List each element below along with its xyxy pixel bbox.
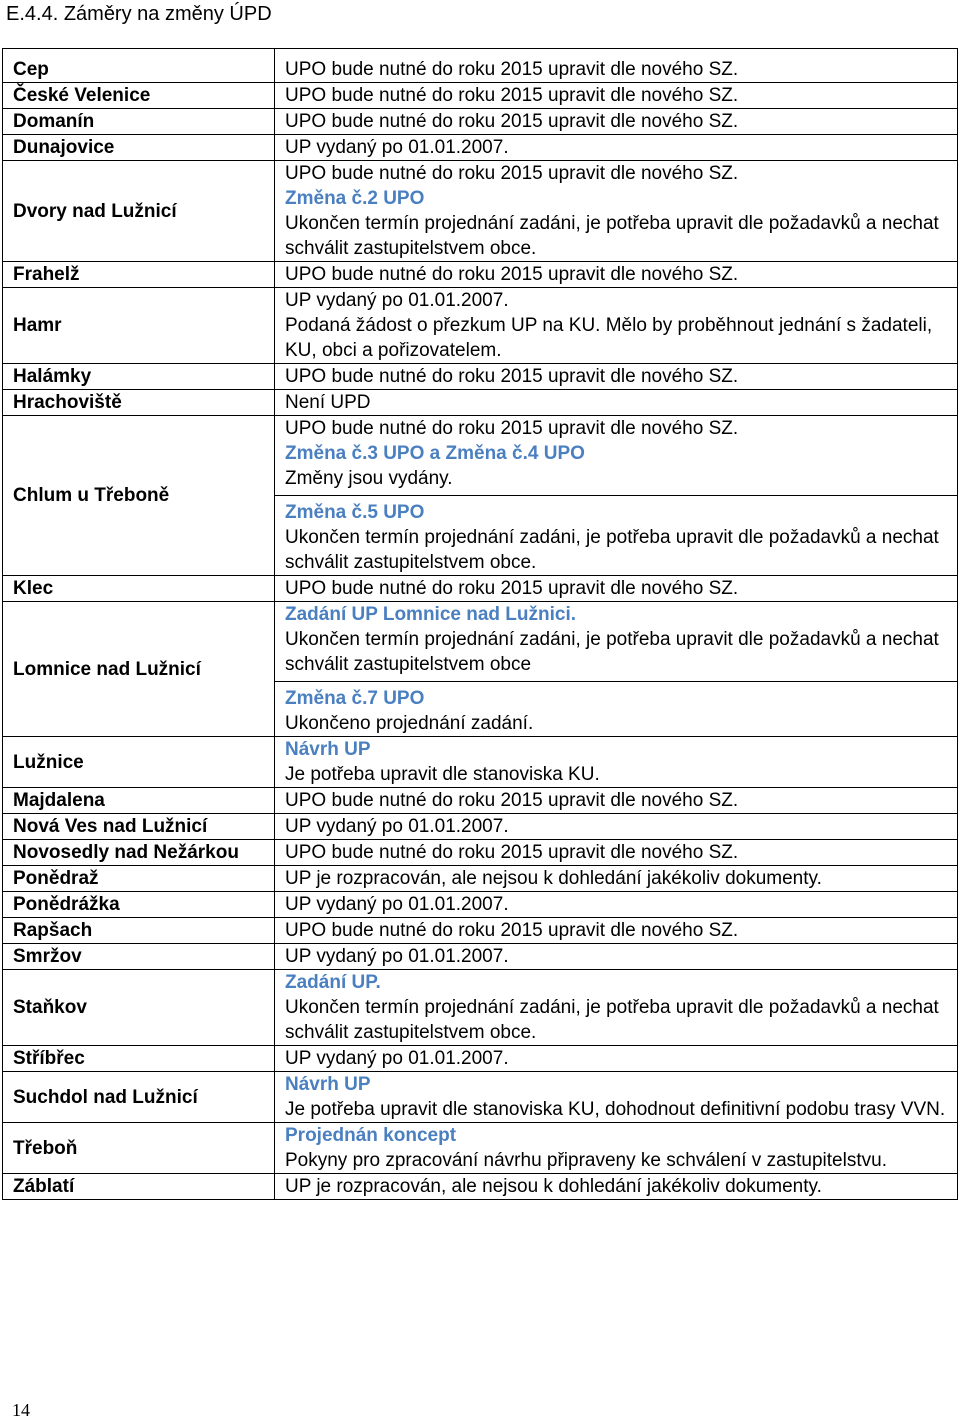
status-text: UPO bude nutné do roku 2015 upravit dle nového SZ. [285, 418, 739, 439]
municipality-name: Novosedly nad Nežárkou [3, 840, 275, 866]
status-text: UPO bude nutné do roku 2015 upravit dle nového SZ. [285, 842, 739, 863]
table-row [3, 1046, 958, 1072]
plan-status [275, 161, 958, 262]
table-row [3, 109, 958, 135]
plan-status [275, 288, 958, 364]
status-text: UP vydaný po 01.01.2007. [285, 894, 509, 915]
plan-status [275, 49, 958, 83]
municipality-name: Lomnice nad Lužnicí [3, 602, 275, 737]
table-row [3, 1174, 958, 1200]
table-row [3, 918, 958, 944]
plan-status [275, 1123, 958, 1174]
municipality-name: Ponědrážka [3, 892, 275, 918]
plan-status [275, 364, 958, 390]
status-text: Není UPD [285, 392, 371, 413]
upd-table [2, 48, 958, 1200]
plan-status [275, 416, 958, 576]
status-text: Ukončen termín projednání zadáni, je potřeba upravit dle požadavků a nechat schválit zastupitelstvem obce. [285, 997, 939, 1043]
status-highlight: Změna č.2 UPO [285, 188, 425, 209]
status-highlight: Změna č.7 UPO [275, 681, 957, 711]
status-text: Podaná žádost o přezkum UP na KU. Mělo by proběhnout jednání s žadateli, KU, obci a pořizovatelem. [285, 315, 933, 361]
table-row [3, 364, 958, 390]
status-text: UP vydaný po 01.01.2007. [285, 1048, 509, 1069]
status-text: Je potřeba upravit dle stanoviska KU, dohodnout definitivní podobu trasy VVN. [285, 1099, 946, 1120]
status-text: UP vydaný po 01.01.2007. [285, 816, 509, 837]
status-text: UP vydaný po 01.01.2007. [285, 946, 509, 967]
upd-table-body [3, 49, 958, 1200]
plan-status [275, 892, 958, 918]
plan-status [275, 83, 958, 109]
status-text: Ukončen termín projednání zadáni, je potřeba upravit dle požadavků a nechat schválit zastupitelstvem obce [285, 629, 939, 675]
plan-status [275, 840, 958, 866]
table-row [3, 970, 958, 1046]
status-text: Změny jsou vydány. [285, 468, 453, 489]
municipality-name: Klec [3, 576, 275, 602]
status-text: UPO bude nutné do roku 2015 upravit dle nového SZ. [285, 920, 739, 941]
table-row [3, 737, 958, 788]
municipality-name: Dunajovice [3, 135, 275, 161]
status-highlight: Zadání UP. [285, 972, 381, 993]
status-text: UPO bude nutné do roku 2015 upravit dle nového SZ. [285, 366, 739, 387]
municipality-name: Stříbřec [3, 1046, 275, 1072]
status-text: UPO bude nutné do roku 2015 upravit dle nového SZ. [285, 85, 739, 106]
municipality-name: Cep [3, 49, 275, 83]
plan-status [275, 602, 958, 737]
status-text: Je potřeba upravit dle stanoviska KU. [285, 764, 600, 785]
municipality-name: Frahelž [3, 262, 275, 288]
status-text: Ukončen termín projednání zadáni, je potřeba upravit dle požadavků a nechat schválit zastupitelstvem obce. [285, 527, 939, 573]
plan-status [275, 1046, 958, 1072]
municipality-name: Rapšach [3, 918, 275, 944]
table-row [3, 161, 958, 262]
status-text: UP je rozpracován, ale nejsou k dohledání jakékoliv dokumenty. [285, 1176, 822, 1197]
status-text: Ukončen termín projednání zadáni, je potřeba upravit dle požadavků a nechat schválit zastupitelstvem obce. [285, 213, 939, 259]
status-text: UPO bude nutné do roku 2015 upravit dle nového SZ. [285, 790, 739, 811]
status-text: UPO bude nutné do roku 2015 upravit dle nového SZ. [285, 163, 739, 184]
table-row [3, 814, 958, 840]
plan-status [275, 576, 958, 602]
plan-status [275, 390, 958, 416]
municipality-name: Chlum u Třeboně [3, 416, 275, 576]
page-number: 14 [12, 1400, 30, 1420]
status-text: UP vydaný po 01.01.2007. [285, 137, 509, 158]
status-highlight: Zadání UP Lomnice nad Lužnici. [285, 604, 577, 625]
plan-status [275, 866, 958, 892]
municipality-name: Lužnice [3, 737, 275, 788]
table-row [3, 262, 958, 288]
status-highlight: Projednán koncept [285, 1125, 457, 1146]
table-row [3, 576, 958, 602]
municipality-name: Smržov [3, 944, 275, 970]
municipality-name: Třeboň [3, 1123, 275, 1174]
table-row [3, 135, 958, 161]
plan-status [275, 970, 958, 1046]
table-row [3, 83, 958, 109]
municipality-name: Dvory nad Lužnicí [3, 161, 275, 262]
table-row [3, 416, 958, 576]
table-row [3, 288, 958, 364]
plan-status [275, 135, 958, 161]
plan-status [275, 1072, 958, 1123]
table-row [3, 390, 958, 416]
table-row [3, 602, 958, 737]
plan-status [275, 788, 958, 814]
status-text: Pokyny pro zpracování návrhu připraveny ke schválení v zastupitelstvu. [285, 1150, 887, 1171]
plan-status [275, 944, 958, 970]
status-text: UPO bude nutné do roku 2015 upravit dle nového SZ. [285, 578, 739, 599]
section-heading: E.4.4. Záměry na změny ÚPD [6, 3, 272, 25]
municipality-name: Záblatí [3, 1174, 275, 1200]
municipality-name: Suchdol nad Lužnicí [3, 1072, 275, 1123]
municipality-name: Domanín [3, 109, 275, 135]
status-text: UP je rozpracován, ale nejsou k dohledání jakékoliv dokumenty. [285, 868, 822, 889]
municipality-name: Nová Ves nad Lužnicí [3, 814, 275, 840]
table-row [3, 788, 958, 814]
plan-status [275, 1174, 958, 1200]
status-highlight: Změna č.3 UPO a Změna č.4 UPO [285, 443, 585, 464]
status-text: UPO bude nutné do roku 2015 upravit dle nového SZ. [285, 59, 739, 80]
municipality-name: České Velenice [3, 83, 275, 109]
plan-status [275, 262, 958, 288]
municipality-name: Hrachoviště [3, 390, 275, 416]
table-row [3, 892, 958, 918]
municipality-name: Hamr [3, 288, 275, 364]
table-row [3, 49, 958, 83]
table-row [3, 1072, 958, 1123]
plan-status [275, 814, 958, 840]
municipality-name: Halámky [3, 364, 275, 390]
plan-status [275, 737, 958, 788]
table-row [3, 1123, 958, 1174]
status-text: UP vydaný po 01.01.2007. [285, 290, 509, 311]
municipality-name: Majdalena [3, 788, 275, 814]
status-text: UPO bude nutné do roku 2015 upravit dle nového SZ. [285, 111, 739, 132]
status-text: Ukončeno projednání zadání. [285, 713, 534, 734]
table-row [3, 840, 958, 866]
table-row [3, 866, 958, 892]
plan-status [275, 109, 958, 135]
status-text: UPO bude nutné do roku 2015 upravit dle nového SZ. [285, 264, 739, 285]
plan-status [275, 918, 958, 944]
table-row [3, 944, 958, 970]
status-highlight: Změna č.5 UPO [275, 495, 957, 525]
status-highlight: Návrh UP [285, 1074, 371, 1095]
status-highlight: Návrh UP [285, 739, 371, 760]
municipality-name: Staňkov [3, 970, 275, 1046]
municipality-name: Ponědraž [3, 866, 275, 892]
